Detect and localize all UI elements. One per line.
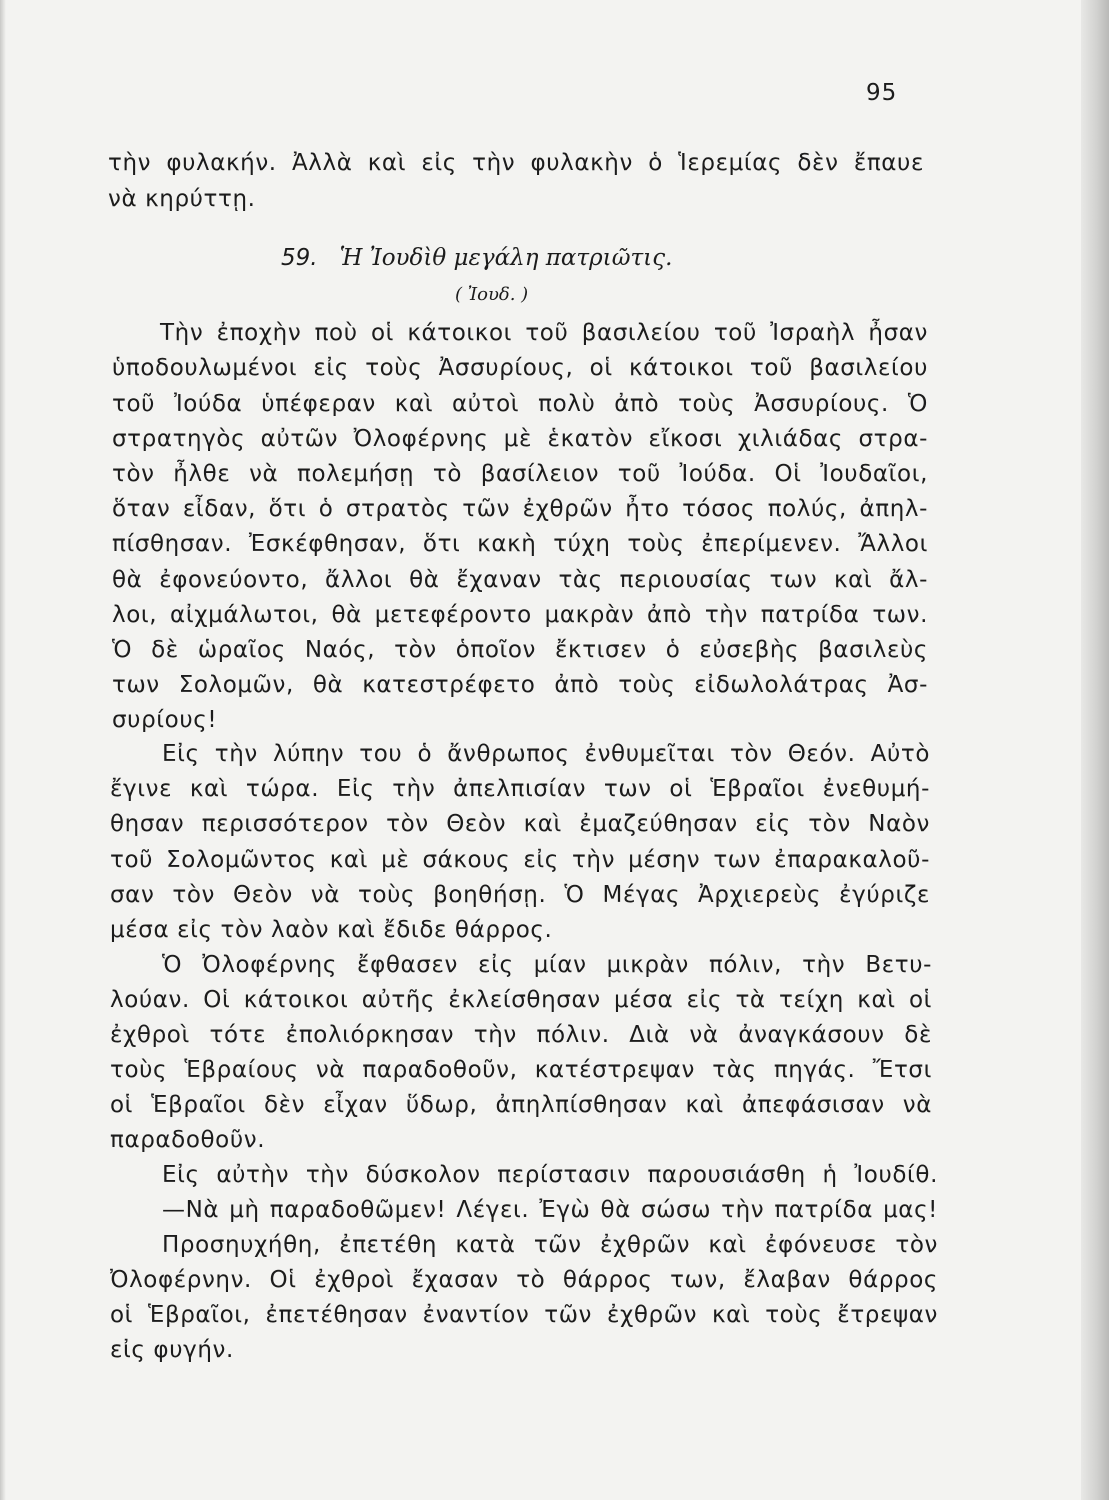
chapter-heading [281,245,672,271]
text-line: πίσθησαν. Ἐσκέφθησαν, ὅτι κακὴ τύχη τοὺς ἐπερίμενεν. Ἄλλοι [112,531,928,557]
text-line: των Σολομῶν, θὰ κατεστρέφετο ἀπὸ τοὺς εἰδωλολάτρας Ἀσ- [112,672,928,698]
text-line: Ὁ Ὀλοφέρνης ἔφθασεν εἰς μίαν μικρὰν πόλιν, τὴν Βετυ- [162,952,932,978]
page-number: 95 [866,80,898,106]
text-line: τοῦ Ἰούδα ὑπέφεραν καὶ αὐτοὶ πολὺ ἀπὸ τοὺς Ἀσσυρίους. Ὁ [112,391,928,417]
text-line: ἔγινε καὶ τώρα. Εἰς τὴν ἀπελπισίαν των οἱ Ἑβραῖοι ἐνεθυμή- [110,776,930,802]
page-right-edge [1081,0,1109,1500]
text-line: τοῦ Σολομῶντος καὶ μὲ σάκους εἰς τὴν μέσην των ἐπαρακαλοῦ- [110,847,930,873]
text-line: στρατηγὸς αὐτῶν Ὀλοφέρνης μὲ ἑκατὸν εἴκοσι χιλιάδας στρα- [112,426,928,452]
text-line: λούαν. Οἱ κάτοικοι αὐτῆς ἐκλείσθησαν μέσα εἰς τὰ τείχη καὶ οἱ [110,987,932,1013]
page-left-edge [0,0,6,1500]
text-line: μέσα εἰς τὸν λαὸν καὶ ἔδιδε θάρρος. [110,917,553,943]
text-line: οἱ Ἑβραῖοι δὲν εἶχαν ὕδωρ, ἀπηλπίσθησαν καὶ ἀπεφάσισαν νὰ [110,1092,932,1118]
text-line: Εἰς αὐτὴν τὴν δύσκολον περίστασιν παρουσιάσθη ἡ Ἰουδίθ. [162,1162,938,1188]
text-line: νὰ κηρύττῃ. [108,186,256,212]
text-line: Τὴν ἐποχὴν ποὺ οἱ κάτοικοι τοῦ βασιλείου τοῦ Ἰσραὴλ ἦσαν [160,320,928,346]
text-line: Ὁ δὲ ὡραῖος Ναός, τὸν ὁποῖον ἔκτισεν ὁ εὐσεβὴς βασιλεὺς [112,637,928,663]
text-line: συρίους! [112,707,218,733]
text-line: ἐχθροὶ τότε ἐπολιόρκησαν τὴν πόλιν. Διὰ νὰ ἀναγκάσουν δὲ [110,1022,932,1048]
text-line: —Νὰ μὴ παραδοθῶμεν! Λέγει. Ἐγὼ θὰ σώσω τὴν πατρίδα μας! [162,1197,938,1223]
text-line: λοι, αἰχμάλωτοι, θὰ μετεφέροντο μακρὰν ἀπὸ τὴν πατρίδα των. [112,602,928,628]
text-line: τὴν φυλακήν. Ἀλλὰ καὶ εἰς τὴν φυλακὴν ὁ Ἱερεμίας δὲν ἔπαυε [108,150,924,176]
chapter-source: ( Ἰουδ. ) [455,284,529,305]
text-line: θὰ ἐφονεύοντο, ἄλλοι θὰ ἔχαναν τὰς περιουσίας των καὶ ἄλ- [112,567,928,593]
text-line: θησαν περισσότερον τὸν Θεὸν καὶ ἐμαζεύθησαν εἰς τὸν Ναὸν [110,811,930,837]
text-line: ὑποδουλωμένοι εἰς τοὺς Ἀσσυρίους, οἱ κάτοικοι τοῦ βασιλείου [112,355,928,381]
text-line: οἱ Ἑβραῖοι, ἐπετέθησαν ἐναντίον τῶν ἐχθρῶν καὶ τοὺς ἔτρεψαν [110,1302,938,1328]
text-line: τὸν ἦλθε νὰ πολεμήσῃ τὸ βασίλειον τοῦ Ἰούδα. Οἱ Ἰουδαῖοι, [112,461,928,487]
chapter-number: 59. [281,245,318,271]
text-line: εἰς φυγήν. [110,1337,234,1363]
text-line: ὅταν εἶδαν, ὅτι ὁ στρατὸς τῶν ἐχθρῶν ἦτο τόσος πολύς, ἀπηλ- [112,496,928,522]
text-line: Εἰς τὴν λύπην του ὁ ἄνθρωπος ἐνθυμεῖται τὸν Θεόν. Αὐτὸ [162,741,930,767]
text-line: παραδοθοῦν. [110,1127,266,1153]
chapter-title: Ἡ Ἰουδὶθ μεγάλη πατριῶτις. [339,245,673,271]
text-line: τοὺς Ἑβραίους νὰ παραδοθοῦν, κατέστρεψαν τὰς πηγάς. Ἔτσι [110,1057,932,1083]
text-line: Ὀλοφέρνην. Οἱ ἐχθροὶ ἔχασαν τὸ θάρρος των, ἔλαβαν θάρρος [110,1267,938,1293]
text-line: Προσηυχήθη, ἐπετέθη κατὰ τῶν ἐχθρῶν καὶ ἐφόνευσε τὸν [162,1232,938,1258]
text-line: σαν τὸν Θεὸν νὰ τοὺς βοηθήσῃ. Ὁ Μέγας Ἀρχιερεὺς ἐγύριζε [110,882,930,908]
